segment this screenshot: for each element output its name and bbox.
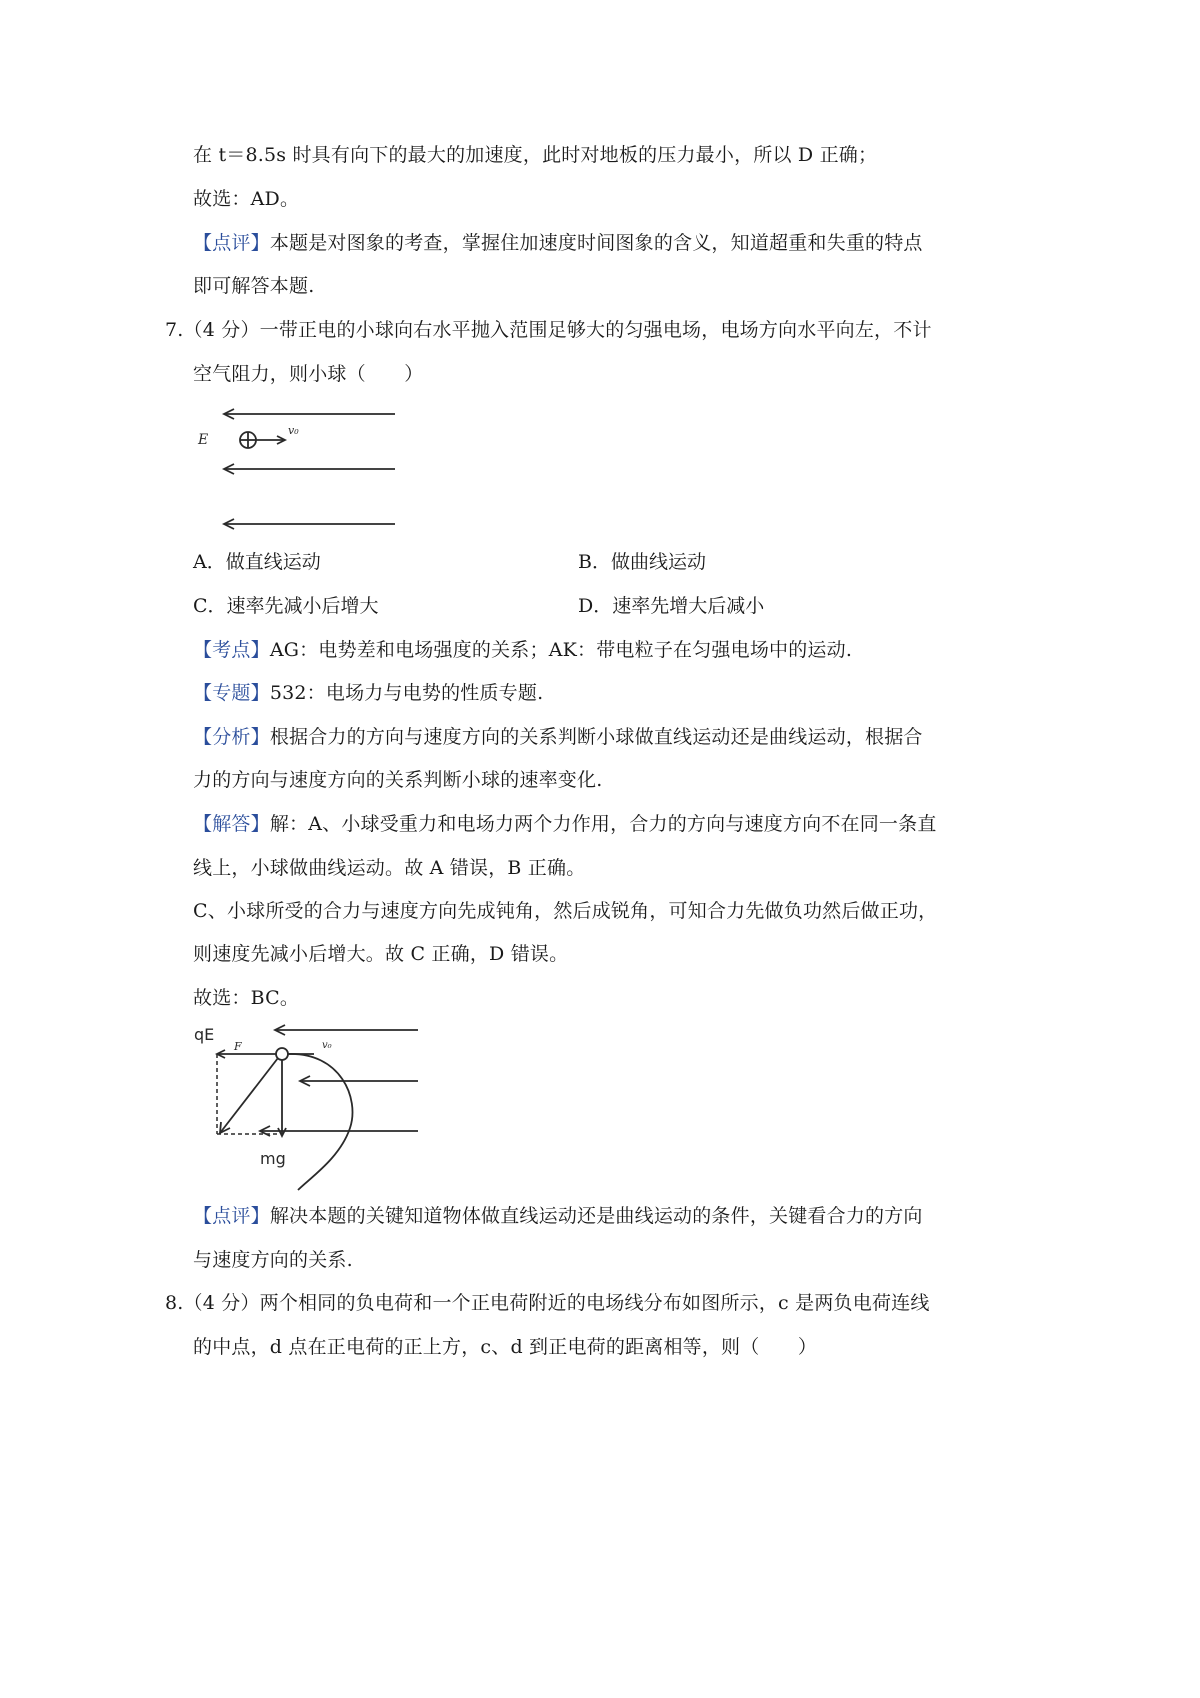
jieda-line: 线上，小球做曲线运动。故 A 错误，B 正确。 (193, 857, 586, 879)
dianping-line: 与速度方向的关系. (193, 1249, 353, 1271)
zhuanti-line (193, 681, 543, 705)
paragraph-line: 在 t＝8.5s 时具有向下的最大的加速度，此时对地板的压力最小，所以 D 正确； (193, 144, 878, 166)
field-label-E: E (198, 432, 209, 448)
zhuanti-tag: 【专题】 (193, 682, 270, 704)
answer-line: 故选：BC。 (193, 987, 300, 1009)
kaodian-tag: 【考点】 (193, 639, 270, 661)
paragraph-line: 故选：AD。 (193, 188, 300, 210)
kaodian-line (193, 638, 852, 662)
fenxi-line: 力的方向与速度方向的关系判断小球的速率变化. (193, 769, 603, 791)
label-qE: qE (194, 1025, 215, 1044)
review-line (193, 231, 923, 255)
question-8-line: 的中点，d 点在正电荷的正上方，c、d 到正电荷的距离相等，则（ ） (193, 1336, 818, 1358)
review-tag: 【点评】 (193, 232, 270, 254)
option-a: A．做直线运动 (193, 551, 321, 573)
jieda-line: 则速度先减小后增大。故 C 正确，D 错误。 (193, 943, 569, 965)
label-mg: mg (260, 1149, 286, 1168)
dianping-text: 解决本题的关键知道物体做直线运动还是曲线运动的条件，关键看合力的方向 (269, 1205, 923, 1227)
dianping-line (193, 1204, 923, 1228)
review-line: 即可解答本题. (193, 275, 315, 297)
option-d: D．速率先增大后减小 (578, 595, 765, 617)
fenxi-tag: 【分析】 (193, 726, 270, 748)
review-text: 本题是对图象的考查，掌握住加速度时间图象的含义，知道超重和失重的特点 (269, 232, 923, 254)
dianping-tag: 【点评】 (193, 1205, 270, 1227)
question-7-line: 7.（4 分）一带正电的小球向右水平抛入范围足够大的匀强电场，电场方向水平向左，不计 (165, 319, 932, 341)
label-v0: v₀ (322, 1040, 332, 1051)
fenxi-line (193, 725, 923, 749)
label-F: F (234, 1040, 242, 1053)
jieda-tag: 【解答】 (193, 813, 270, 835)
jieda-line (193, 812, 937, 836)
force-diagram (190, 1018, 430, 1198)
option-b: B．做曲线运动 (578, 551, 706, 573)
question-8-line: 8.（4 分）两个相同的负电荷和一个正电荷附近的电场线分布如图所示，c 是两负电荷连线 (165, 1292, 930, 1314)
kaodian-text: AG：电势差和电场强度的关系；AK：带电粒子在匀强电场中的运动. (269, 639, 853, 661)
field-figure-1 (190, 400, 410, 540)
zhuanti-text: 532：电场力与电势的性质专题. (269, 682, 544, 704)
jieda-line: C、小球所受的合力与速度方向先成钝角，然后成锐角，可知合力先做负功然后做正功， (193, 900, 938, 922)
option-c: C．速率先减小后增大 (193, 595, 379, 617)
fenxi-text: 根据合力的方向与速度方向的关系判断小球做直线运动还是曲线运动，根据合 (269, 726, 923, 748)
velocity-label: v₀ (288, 424, 299, 437)
question-7-line: 空气阻力，则小球（ ） (193, 363, 424, 385)
jieda-text: 解：A、小球受重力和电场力两个力作用，合力的方向与速度方向不在同一条直 (269, 813, 937, 835)
